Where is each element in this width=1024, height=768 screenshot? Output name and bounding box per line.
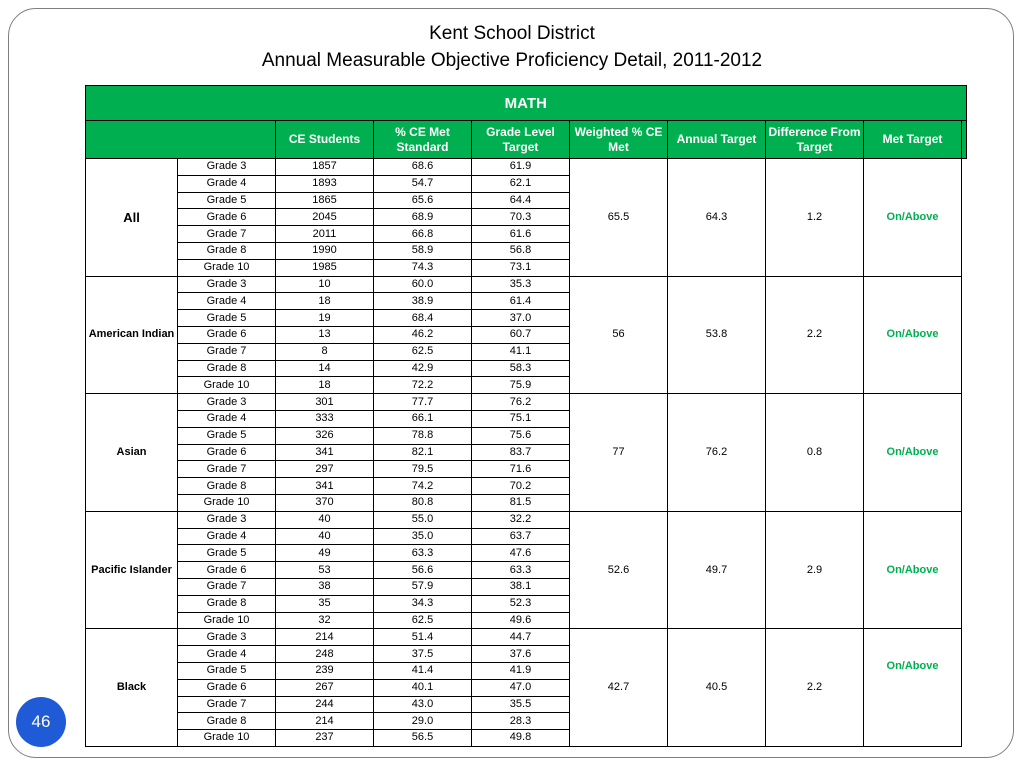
grade-target-cell: 28.3: [472, 713, 570, 730]
grade-cell: Grade 7: [178, 578, 276, 595]
grade-cell: Grade 7: [178, 696, 276, 713]
grade-target-cell: 41.9: [472, 662, 570, 679]
row-stub: [962, 159, 967, 176]
ce-students-cell: 40: [276, 511, 374, 528]
pct-met-cell: 34.3: [374, 595, 472, 612]
pct-met-cell: 56.6: [374, 562, 472, 579]
grade-cell: Grade 6: [178, 326, 276, 343]
pct-met-cell: 65.6: [374, 192, 472, 209]
ce-students-cell: 341: [276, 444, 374, 461]
group-label: All: [86, 159, 178, 277]
row-stub: [962, 427, 967, 444]
grade-cell: Grade 6: [178, 209, 276, 226]
ce-students-cell: 333: [276, 410, 374, 427]
ce-students-cell: 1857: [276, 159, 374, 176]
pct-met-cell: 74.3: [374, 259, 472, 276]
pct-met-cell: 63.3: [374, 545, 472, 562]
row-stub: [962, 578, 967, 595]
row-stub: [962, 696, 967, 713]
row-stub: [962, 310, 967, 327]
difference-cell: 2.9: [766, 511, 864, 629]
grade-cell: Grade 10: [178, 259, 276, 276]
pct-met-cell: 35.0: [374, 528, 472, 545]
pct-met-cell: 74.2: [374, 478, 472, 495]
pct-met-cell: 51.4: [374, 629, 472, 646]
row-stub: [962, 444, 967, 461]
grade-cell: Grade 5: [178, 427, 276, 444]
met-target-cell: On/Above: [864, 276, 962, 394]
pct-met-cell: 41.4: [374, 662, 472, 679]
ce-students-cell: 214: [276, 629, 374, 646]
ce-students-cell: 341: [276, 478, 374, 495]
grade-cell: Grade 10: [178, 494, 276, 511]
weighted-cell: 52.6: [570, 511, 668, 629]
table-row: [86, 629, 967, 646]
pct-met-cell: 55.0: [374, 511, 472, 528]
ce-students-cell: 239: [276, 662, 374, 679]
grade-cell: Grade 3: [178, 276, 276, 293]
group-grade-header: [86, 121, 276, 159]
pct-met-cell: 43.0: [374, 696, 472, 713]
title-line-2: Annual Measurable Objective Proficiency Detail, 2011-2012: [261, 50, 763, 71]
row-stub: [962, 209, 967, 226]
grade-cell: Grade 4: [178, 293, 276, 310]
ce-students-cell: 53: [276, 562, 374, 579]
grade-cell: Grade 10: [178, 612, 276, 629]
grade-target-cell: 32.2: [472, 511, 570, 528]
grade-target-cell: 52.3: [472, 595, 570, 612]
table-body: [86, 159, 967, 747]
row-stub: [962, 343, 967, 360]
grade-target-cell: 70.2: [472, 478, 570, 495]
pct-met-cell: 79.5: [374, 461, 472, 478]
grade-target-cell: 35.5: [472, 696, 570, 713]
row-stub: [962, 713, 967, 730]
annual-target-cell: 49.7: [668, 511, 766, 629]
row-stub: [962, 175, 967, 192]
row-stub: [962, 494, 967, 511]
grade-cell: Grade 10: [178, 730, 276, 747]
row-stub: [962, 377, 967, 394]
pct-met-cell: 40.1: [374, 679, 472, 696]
ce-students-cell: 297: [276, 461, 374, 478]
pct-met-cell: 54.7: [374, 175, 472, 192]
page-number-badge: [16, 697, 66, 747]
pct-met-cell: 77.7: [374, 394, 472, 411]
pct-met-cell: 62.5: [374, 612, 472, 629]
row-stub: [962, 511, 967, 528]
grade-target-cell: 75.1: [472, 410, 570, 427]
annual-target-cell: 40.5: [668, 629, 766, 747]
ce-students-cell: 18: [276, 293, 374, 310]
ce-students-cell: 8: [276, 343, 374, 360]
row-stub: [962, 293, 967, 310]
pct-met-cell: 78.8: [374, 427, 472, 444]
ce-students-cell: 301: [276, 394, 374, 411]
row-stub: [962, 360, 967, 377]
pct-met-cell: 56.5: [374, 730, 472, 747]
grade-cell: Grade 8: [178, 360, 276, 377]
pct-met-cell: 58.9: [374, 242, 472, 259]
grade-cell: Grade 3: [178, 394, 276, 411]
ce-students-cell: 14: [276, 360, 374, 377]
grade-cell: Grade 7: [178, 461, 276, 478]
grade-cell: Grade 5: [178, 192, 276, 209]
difference-cell: 2.2: [766, 276, 864, 394]
row-stub: [962, 461, 967, 478]
col-header-stub: [962, 121, 967, 159]
ce-students-cell: 32: [276, 612, 374, 629]
pct-met-cell: 68.6: [374, 159, 472, 176]
row-stub: [962, 410, 967, 427]
met-target-cell: On/Above: [864, 629, 962, 747]
grade-cell: Grade 6: [178, 679, 276, 696]
proficiency-table-container: [85, 85, 967, 747]
grade-target-cell: 75.9: [472, 377, 570, 394]
grade-target-cell: 83.7: [472, 444, 570, 461]
grade-cell: Grade 8: [178, 478, 276, 495]
grade-cell: Grade 5: [178, 310, 276, 327]
pct-met-cell: 80.8: [374, 494, 472, 511]
grade-target-cell: 44.7: [472, 629, 570, 646]
pct-met-cell: 37.5: [374, 646, 472, 663]
col-header-difference: Difference From Target: [766, 121, 864, 159]
grade-cell: Grade 4: [178, 646, 276, 663]
group-label: American Indian: [86, 276, 178, 394]
row-stub: [962, 276, 967, 293]
row-stub: [962, 730, 967, 747]
grade-target-cell: 76.2: [472, 394, 570, 411]
grade-target-cell: 38.1: [472, 578, 570, 595]
row-stub: [962, 646, 967, 663]
grade-cell: Grade 10: [178, 377, 276, 394]
col-header-ce-students: CE Students: [276, 121, 374, 159]
grade-target-cell: 60.7: [472, 326, 570, 343]
grade-cell: Grade 4: [178, 410, 276, 427]
grade-target-cell: 63.3: [472, 562, 570, 579]
ce-students-cell: 1865: [276, 192, 374, 209]
row-stub: [962, 629, 967, 646]
ce-students-cell: 10: [276, 276, 374, 293]
row-stub: [962, 679, 967, 696]
row-stub: [962, 242, 967, 259]
grade-target-cell: 71.6: [472, 461, 570, 478]
grade-cell: Grade 8: [178, 713, 276, 730]
pct-met-cell: 62.5: [374, 343, 472, 360]
ce-students-cell: 1985: [276, 259, 374, 276]
difference-cell: 2.2: [766, 629, 864, 747]
weighted-cell: 42.7: [570, 629, 668, 747]
weighted-cell: 65.5: [570, 159, 668, 277]
row-stub: [962, 192, 967, 209]
grade-cell: Grade 4: [178, 528, 276, 545]
met-target-cell: On/Above: [864, 159, 962, 277]
grade-target-cell: 58.3: [472, 360, 570, 377]
pct-met-cell: 72.2: [374, 377, 472, 394]
grade-cell: Grade 5: [178, 545, 276, 562]
row-stub: [962, 595, 967, 612]
grade-cell: Grade 7: [178, 226, 276, 243]
ce-students-cell: 326: [276, 427, 374, 444]
group-label: Asian: [86, 394, 178, 512]
col-header-met-target: Met Target: [864, 121, 962, 159]
grade-target-cell: 47.6: [472, 545, 570, 562]
slide-title: [0, 20, 1024, 74]
pct-met-cell: 60.0: [374, 276, 472, 293]
ce-students-cell: 35: [276, 595, 374, 612]
pct-met-cell: 38.9: [374, 293, 472, 310]
pct-met-cell: 68.4: [374, 310, 472, 327]
row-stub: [962, 662, 967, 679]
col-header-weighted: Weighted % CE Met: [570, 121, 668, 159]
grade-target-cell: 37.6: [472, 646, 570, 663]
pct-met-cell: 66.1: [374, 410, 472, 427]
row-stub: [962, 326, 967, 343]
grade-target-cell: 73.1: [472, 259, 570, 276]
grade-target-cell: 47.0: [472, 679, 570, 696]
grade-target-cell: 37.0: [472, 310, 570, 327]
grade-cell: Grade 3: [178, 511, 276, 528]
ce-students-cell: 19: [276, 310, 374, 327]
grade-cell: Grade 8: [178, 242, 276, 259]
grade-target-cell: 49.6: [472, 612, 570, 629]
ce-students-cell: 49: [276, 545, 374, 562]
grade-target-cell: 49.8: [472, 730, 570, 747]
grade-target-cell: 75.6: [472, 427, 570, 444]
ce-students-cell: 214: [276, 713, 374, 730]
grade-target-cell: 63.7: [472, 528, 570, 545]
grade-cell: Grade 3: [178, 629, 276, 646]
table-row: [86, 276, 967, 293]
annual-target-cell: 53.8: [668, 276, 766, 394]
table-row: [86, 394, 967, 411]
grade-cell: Grade 6: [178, 562, 276, 579]
pct-met-cell: 68.9: [374, 209, 472, 226]
pct-met-cell: 57.9: [374, 578, 472, 595]
grade-target-cell: 61.6: [472, 226, 570, 243]
group-label: Black: [86, 629, 178, 747]
pct-met-cell: 66.8: [374, 226, 472, 243]
grade-target-cell: 81.5: [472, 494, 570, 511]
group-label: Pacific Islander: [86, 511, 178, 629]
ce-students-cell: 13: [276, 326, 374, 343]
table-row: [86, 511, 967, 528]
row-stub: [962, 562, 967, 579]
grade-target-cell: 61.9: [472, 159, 570, 176]
grade-target-cell: 62.1: [472, 175, 570, 192]
pct-met-cell: 82.1: [374, 444, 472, 461]
page-number: 46: [31, 712, 51, 731]
grade-cell: Grade 7: [178, 343, 276, 360]
grade-cell: Grade 4: [178, 175, 276, 192]
grade-cell: Grade 3: [178, 159, 276, 176]
table-row: [86, 159, 967, 176]
ce-students-cell: 370: [276, 494, 374, 511]
pct-met-cell: 42.9: [374, 360, 472, 377]
grade-cell: Grade 8: [178, 595, 276, 612]
ce-students-cell: 2011: [276, 226, 374, 243]
ce-students-cell: 18: [276, 377, 374, 394]
ce-students-cell: 248: [276, 646, 374, 663]
col-header-annual-target: Annual Target: [668, 121, 766, 159]
proficiency-table: [85, 85, 967, 747]
row-stub: [962, 528, 967, 545]
grade-cell: Grade 6: [178, 444, 276, 461]
grade-target-cell: 35.3: [472, 276, 570, 293]
weighted-cell: 77: [570, 394, 668, 512]
ce-students-cell: 237: [276, 730, 374, 747]
ce-students-cell: 267: [276, 679, 374, 696]
row-stub: [962, 394, 967, 411]
title-line-1: Kent School District: [429, 23, 595, 44]
pct-met-cell: 29.0: [374, 713, 472, 730]
grade-target-cell: 56.8: [472, 242, 570, 259]
ce-students-cell: 38: [276, 578, 374, 595]
row-stub: [962, 259, 967, 276]
section-header-label: MATH: [504, 94, 547, 112]
row-stub: [962, 478, 967, 495]
grade-target-cell: 64.4: [472, 192, 570, 209]
col-header-grade-target: Grade Level Target: [472, 121, 570, 159]
grade-target-cell: 70.3: [472, 209, 570, 226]
grade-target-cell: 41.1: [472, 343, 570, 360]
row-stub: [962, 612, 967, 629]
annual-target-cell: 64.3: [668, 159, 766, 277]
row-stub: [962, 545, 967, 562]
grade-cell: Grade 5: [178, 662, 276, 679]
section-header: [86, 86, 967, 121]
met-target-cell: On/Above: [864, 394, 962, 512]
row-stub: [962, 226, 967, 243]
met-target-cell: On/Above: [864, 511, 962, 629]
weighted-cell: 56: [570, 276, 668, 394]
ce-students-cell: 1990: [276, 242, 374, 259]
annual-target-cell: 76.2: [668, 394, 766, 512]
difference-cell: 1.2: [766, 159, 864, 277]
difference-cell: 0.8: [766, 394, 864, 512]
ce-students-cell: 244: [276, 696, 374, 713]
grade-target-cell: 61.4: [472, 293, 570, 310]
ce-students-cell: 1893: [276, 175, 374, 192]
col-header-pct-met: % CE Met Standard: [374, 121, 472, 159]
ce-students-cell: 2045: [276, 209, 374, 226]
ce-students-cell: 40: [276, 528, 374, 545]
pct-met-cell: 46.2: [374, 326, 472, 343]
